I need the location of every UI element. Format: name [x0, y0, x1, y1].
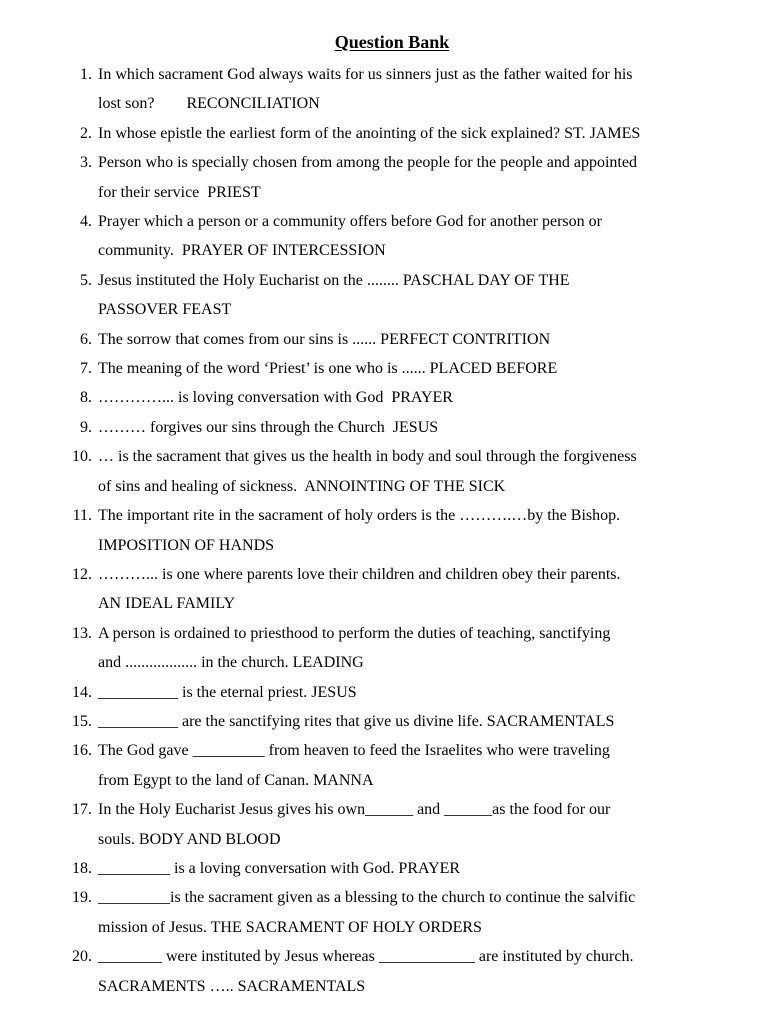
question-item	[0, 619, 768, 678]
question-text-line: __________ are the sanctifying rites that give us divine life. SACRAMENTALS	[98, 712, 615, 730]
question-number: 19.	[72, 889, 92, 907]
question-item	[0, 325, 768, 354]
question-text-line: from Egypt to the land of Canan. MANNA	[98, 771, 374, 789]
question-number: 6.	[80, 330, 92, 348]
question-number: 8.	[80, 389, 92, 407]
question-text-line: … is the sacrament that gives us the health in body and soul through the forgiveness	[98, 448, 637, 466]
question-text-line: Prayer which a person or a community offers before God for another person or	[98, 213, 602, 231]
question-item	[0, 736, 768, 795]
question-text-line: ……… forgives our sins through the Church JESUS	[98, 418, 439, 436]
question-number: 16.	[72, 742, 92, 760]
question-item	[0, 148, 768, 207]
question-item	[0, 60, 768, 119]
question-number: 11.	[72, 507, 92, 525]
question-number: 10.	[72, 448, 92, 466]
question-number: 14.	[72, 683, 92, 701]
question-text-line: community. PRAYER OF INTERCESSION	[98, 242, 386, 260]
question-text-line: _________ is a loving conversation with God. PRAYER	[98, 859, 461, 877]
question-number: 3.	[80, 154, 92, 172]
question-number: 17.	[72, 801, 92, 819]
question-text-line: ………... is one where parents love their children and children obey their parents.	[98, 565, 621, 583]
question-item	[0, 501, 768, 560]
question-number: 5.	[80, 271, 92, 289]
question-text-line: The important rite in the sacrament of holy orders is the ……….…by the Bishop.	[98, 507, 621, 525]
question-text-line: …………... is loving conversation with God PRAYER	[98, 389, 453, 407]
question-text-line: A person is ordained to priesthood to perform the duties of teaching, sanctifying	[98, 624, 611, 642]
question-text-line: lost son? RECONCILIATION	[98, 95, 320, 113]
question-number: 15.	[72, 712, 92, 730]
question-text-line: The sorrow that comes from our sins is ...... PERFECT CONTRITION	[98, 330, 551, 348]
question-text-line: _________is the sacrament given as a blessing to the church to continue the salvific	[98, 889, 636, 907]
page-title: Question Bank	[334, 32, 450, 52]
question-number: 13.	[72, 624, 92, 642]
question-text-line: and .................. in the church. LEADING	[98, 654, 364, 672]
question-item	[0, 795, 768, 854]
question-text-line: AN IDEAL FAMILY	[98, 595, 236, 613]
question-text-line: Person who is specially chosen from among the people for the people and appointed	[98, 154, 637, 172]
question-item	[0, 678, 768, 707]
question-number: 1.	[80, 66, 92, 83]
question-item	[0, 854, 768, 883]
question-number: 7.	[80, 360, 92, 378]
question-item	[0, 883, 768, 942]
question-item	[0, 266, 768, 325]
question-text-line: The meaning of the word ‘Priest’ is one who is ...... PLACED BEFORE	[98, 360, 558, 378]
question-item	[0, 413, 768, 442]
question-text-line: __________ is the eternal priest. JESUS	[98, 683, 357, 701]
question-number: 4.	[80, 213, 92, 231]
question-text-line: Jesus instituted the Holy Eucharist on the ........ PASCHAL DAY OF THE	[98, 271, 570, 289]
question-number: 9.	[80, 418, 92, 436]
question-number: 20.	[72, 948, 92, 966]
question-text-line: In the Holy Eucharist Jesus gives his own______ and ______as the food for our	[98, 801, 611, 819]
question-item	[0, 560, 768, 619]
question-text-line: SACRAMENTS ….. SACRAMENTALS	[98, 977, 366, 995]
question-text-line: IMPOSITION OF HANDS	[98, 536, 275, 554]
question-text-line: In whose epistle the earliest form of the anointing of the sick explained? ST. JAMES	[98, 124, 641, 142]
question-text-line: The God gave _________ from heaven to feed the Israelites who were traveling	[98, 742, 610, 760]
question-item	[0, 942, 768, 1001]
question-text-line: In which sacrament God always waits for us sinners just as the father waited for his	[98, 66, 633, 83]
question-number: 2.	[80, 124, 92, 142]
question-text-line: of sins and healing of sickness. ANNOINTING OF THE SICK	[98, 477, 506, 495]
question-list	[0, 60, 768, 1001]
question-item	[0, 442, 768, 501]
question-text-line: souls. BODY AND BLOOD	[98, 830, 281, 848]
question-text-line: mission of Jesus. THE SACRAMENT OF HOLY ORDERS	[98, 918, 482, 936]
question-item	[0, 707, 768, 736]
question-item	[0, 383, 768, 412]
question-item	[0, 119, 768, 148]
question-text-line: ________ were instituted by Jesus whereas ____________ are instituted by church.	[98, 948, 634, 966]
question-number: 12.	[72, 565, 92, 583]
question-text-line: PASSOVER FEAST	[98, 301, 232, 319]
question-number: 18.	[72, 859, 92, 877]
question-item	[0, 354, 768, 383]
question-text-line: for their service PRIEST	[98, 183, 261, 201]
question-item	[0, 207, 768, 266]
